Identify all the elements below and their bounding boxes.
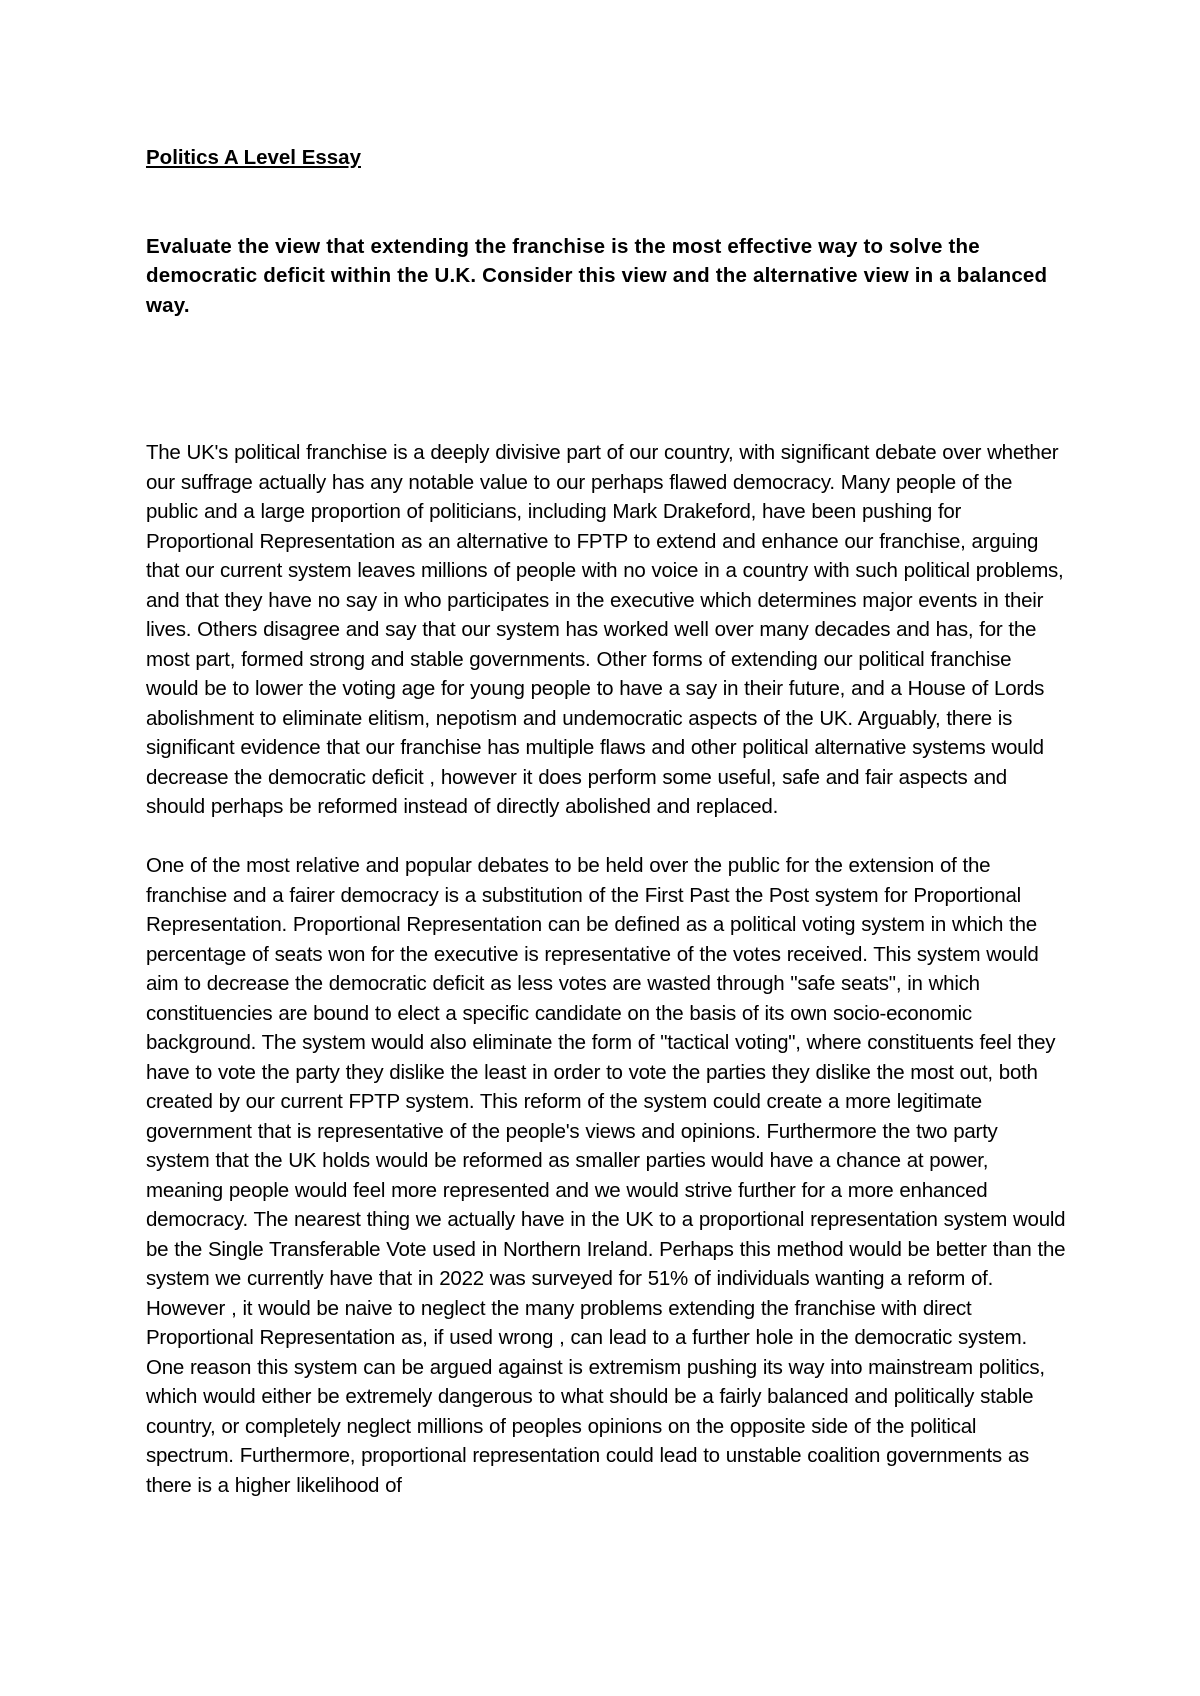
paragraph-introduction: The UK's political franchise is a deeply divisive part of our country, with significant debate over whether our suffrage actually has any notable value to our perhaps flawed democracy. Many people of the public and a large proportion of politicians, including Mark Drakeford, have been pushing for Proportional Representation as an alternative to FPTP to extend and enhance our franchise, arguing that our current system leaves millions of people with no voice in a country with such political problems, and that they have no say in who participates in the executive which determines major events in their lives. Others disagree and say that our system has worked well over many decades and has, for the most part, formed strong and stable governments. Other forms of extending our political franchise would be to lower the voting age for young people to have a say in their future, and a House of Lords abolishment to eliminate elitism, nepotism and undemocratic aspects of the UK. Arguably, there is significant evidence that our franchise has multiple flaws and other political alternative systems would decrease the democratic deficit , however it does perform some useful, safe and fair aspects and should perhaps be reformed instead of directly abolished and replaced. [146,441,1064,818]
document-body [146,143,1066,1500]
document-title: Politics A Level Essay [146,146,361,169]
essay-question: Evaluate the view that extending the franchise is the most effective way to solve the democratic deficit within the U.K. Consider this view and the alternative view in a balanced way. [146,234,1048,317]
paragraph-proportional-representation: One of the most relative and popular debates to be held over the public for the extension of the franchise and a fairer democracy is a substitution of the First Past the Post system for Proportional Representation. Proportional Representation can be defined as a political voting system in which the percentage of seats won for the executive is representative of the votes received. This system would aim to decrease the democratic deficit as less votes are wasted through "safe seats", in which constituencies are bound to elect a specific candidate on the basis of its own socio-economic background. The system would also eliminate the form of "tactical voting", where constituents feel they have to vote the party they dislike the least in order to vote the parties they dislike the most out, both created by our current FPTP system. This reform of the system could create a more legitimate government that is representative of the people's views and opinions. Furthermore the two party system that the UK holds would be reformed as smaller parties would have a chance at power, meaning people would feel more represented and we would strive further for a more enhanced democracy. The nearest thing we actually have in the UK to a proportional representation system would be the Single Transferable Vote used in Northern Ireland. Perhaps this method would be better than the system we currently have that in 2022 was surveyed for 51% of individuals wanting a reform of. However , it would be naive to neglect the many problems extending the franchise with direct Proportional Representation as, if used wrong , can lead to a further hole in the democratic system. One reason this system can be argued against is extremism pushing its way into mainstream politics, which would either be extremely dangerous to what should be a fairly balanced and politically stable country, or completely neglect millions of peoples opinions on the opposite side of the political spectrum. Furthermore, proportional representation could lead to unstable coalition governments as there is a higher likelihood of [146,854,1066,1497]
